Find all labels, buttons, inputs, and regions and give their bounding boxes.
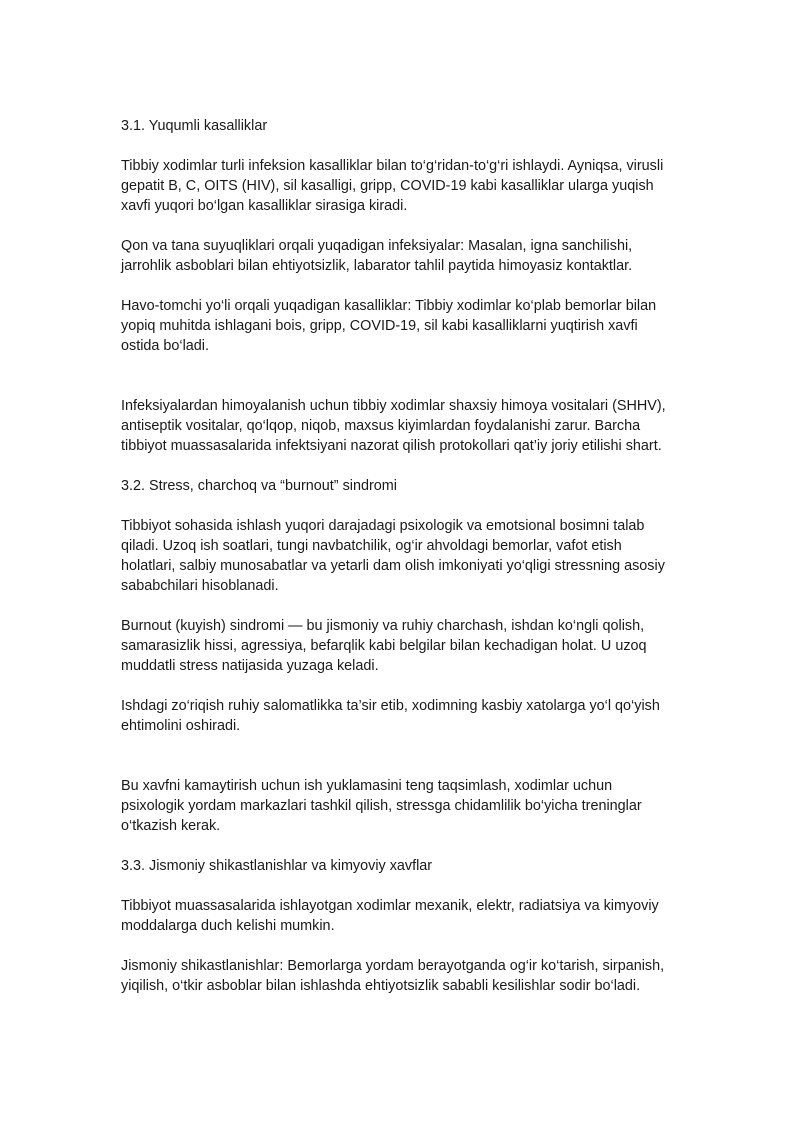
- paragraph: Bu xavfni kamaytirish uchun ish yuklamasini teng taqsimlash, xodimlar uchun psixologik yordam markazlari tashkil qilish, stressga chidamlilik bo‘yicha treninglar o‘tkazish kerak.: [121, 778, 642, 834]
- paragraph: Infeksiyalardan himoyalanish uchun tibbiy xodimlar shaxsiy himoya vositalari (SHHV), antiseptik vositalar, qo‘lqop, niqob, maxsus kiyimlardan foydalanishi zarur. Barcha tibbiyot muassasalarida infektsiyani nazorat qilish protokollari qat’iy joriy etilishi shart.: [121, 398, 666, 454]
- section-heading: 3.2. Stress, charchoq va “burnout” sindromi: [121, 478, 397, 494]
- paragraph: Burnout (kuyish) sindromi — bu jismoniy va ruhiy charchash, ishdan ko‘ngli qolish, samarasizlik hissi, agressiya, befarqlik kabi belgilar bilan kechadigan holat. U uzoq muddatli stress natijasida yuzaga keladi.: [121, 618, 647, 674]
- paragraph: Havo-tomchi yo‘li orqali yuqadigan kasalliklar: Tibbiy xodimlar ko‘plab bemorlar bilan yopiq muhitda ishlagani bois, gripp, COVID-19, sil kabi kasalliklarni yuqtirish xavfi ostida bo‘ladi.: [121, 298, 657, 354]
- paragraph: Jismoniy shikastlanishlar: Bemorlarga yordam berayotganda og‘ir ko‘tarish, sirpanish, yiqilish, o‘tkir asboblar bilan ishlashda ehtiyotsizlik sababli kesilishlar sodir bo‘ladi.: [121, 958, 665, 994]
- section-physical-chemical-hazards: [121, 856, 666, 996]
- document-page: [121, 116, 666, 1016]
- section-heading: 3.3. Jismoniy shikastlanishlar va kimyoviy xavflar: [121, 858, 433, 874]
- section-heading: 3.1. Yuqumli kasalliklar: [121, 118, 268, 134]
- paragraph: Tibbiy xodimlar turli infeksion kasalliklar bilan to‘g‘ridan-to‘g‘ri ishlaydi. Ayniqsa, virusli gepatit B, C, OITS (HIV), sil kasalligi, gripp, COVID-19 kabi kasalliklar ularga yuqish xavfi yuqori bo‘lgan kasalliklar sirasiga kiradi.: [121, 158, 664, 214]
- section-stress-burnout: [121, 476, 666, 836]
- paragraph: Qon va tana suyuqliklari orqali yuqadigan infeksiyalar: Masalan, igna sanchilishi, jarrohlik asboblari bilan ehtiyotsizlik, labarator tahlil paytida himoyasiz kontaktlar.: [121, 238, 633, 274]
- paragraph: Tibbiyot sohasida ishlash yuqori darajadagi psixologik va emotsional bosimni talab qiladi. Uzoq ish soatlari, tungi navbatchilik, og‘ir ahvoldagi bemorlar, vafot etish holatlari, salbiy munosabatlar va yetarli dam olish imkoniyati yo‘qligi stressning asosiy sababchilari hisoblanadi.: [121, 518, 665, 594]
- section-infectious-diseases: [121, 116, 666, 456]
- paragraph: Ishdagi zo‘riqish ruhiy salomatlikka ta’sir etib, xodimning kasbiy xatolarga yo‘l qo‘yish ehtimolini oshiradi.: [121, 698, 660, 734]
- paragraph: Tibbiyot muassasalarida ishlayotgan xodimlar mexanik, elektr, radiatsiya va kimyoviy moddalarga duch kelishi mumkin.: [121, 898, 659, 934]
